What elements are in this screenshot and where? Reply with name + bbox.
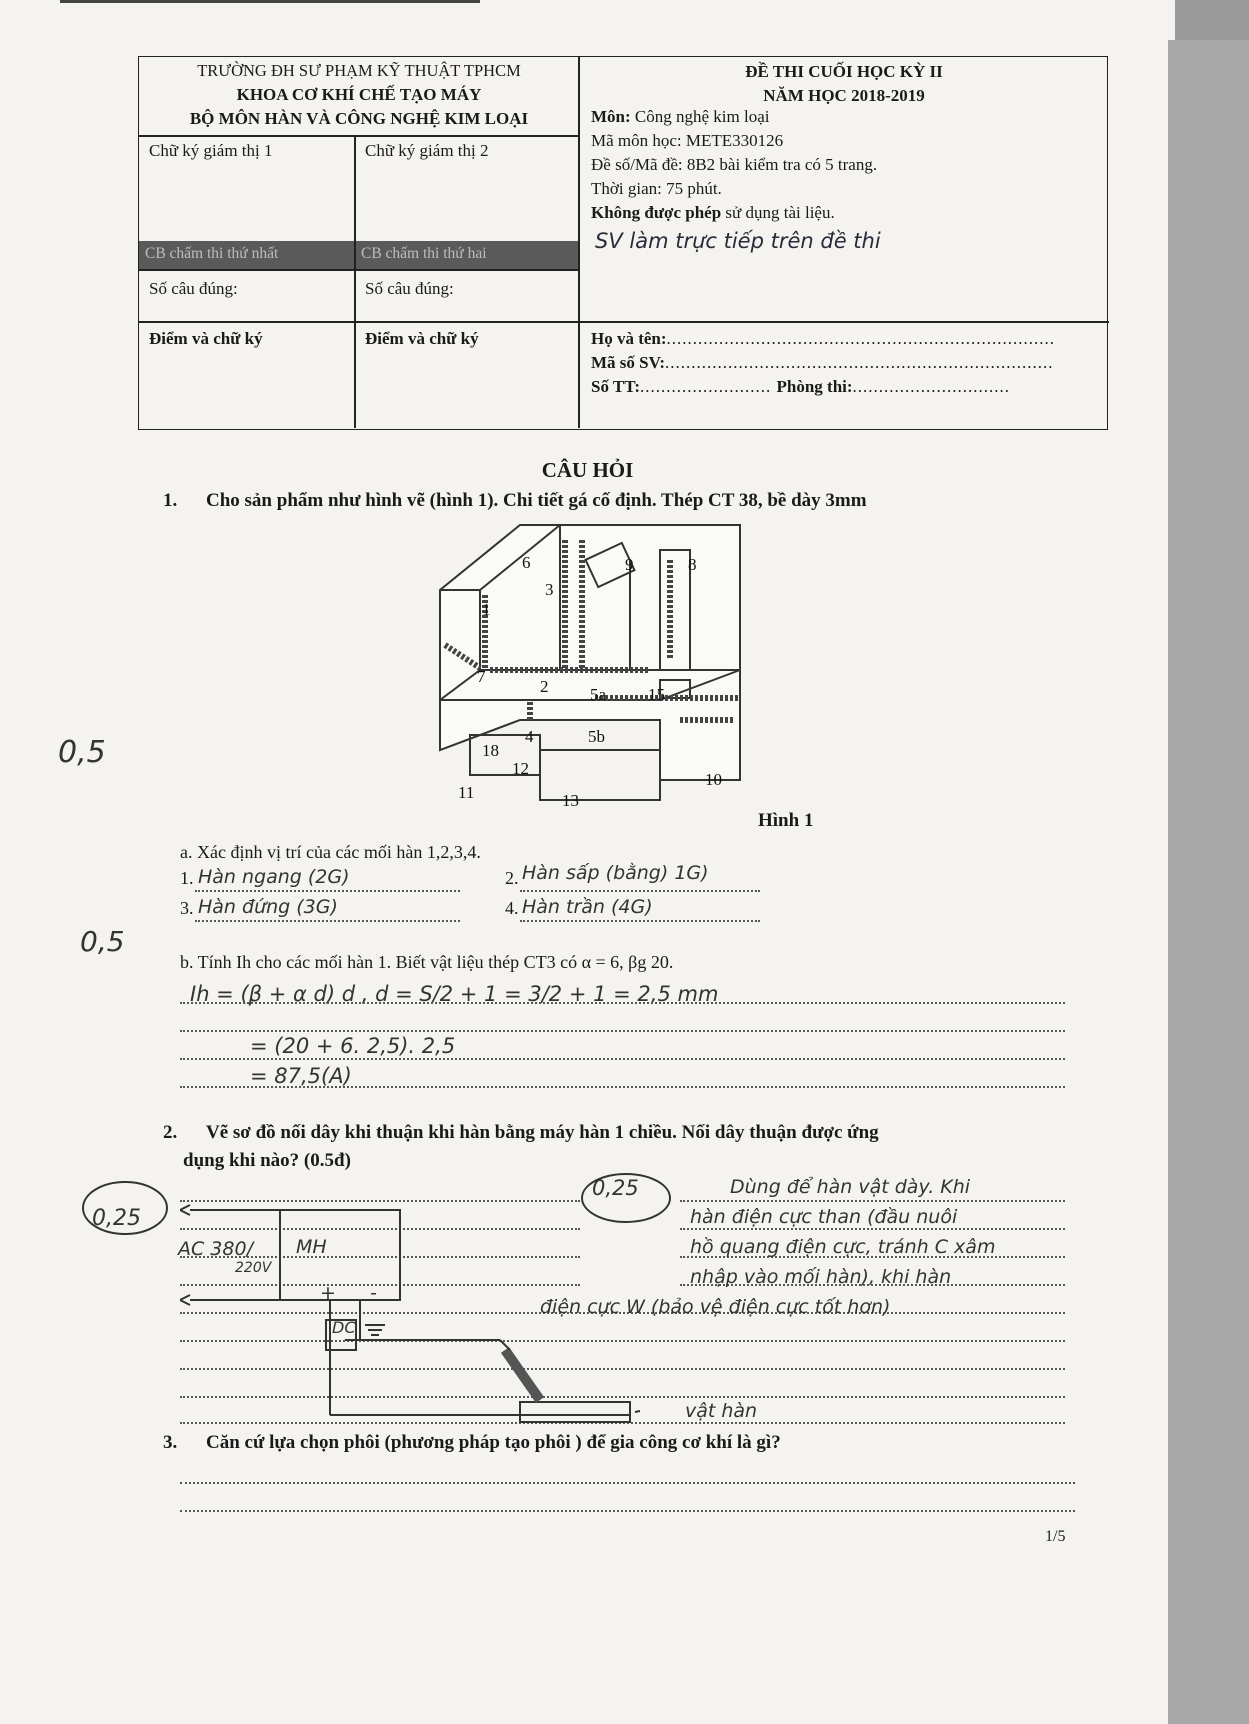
q3-number: 3. [163,1432,178,1453]
rule-bold: Không được phép [591,203,722,222]
score-a-mark: 0,5 [58,735,106,770]
q1b-line3: = 87,5(A) [250,1064,352,1088]
grader-row [139,241,578,269]
q2-score-left: 0,25 [92,1206,141,1231]
fig-label-3: 3 [545,580,554,599]
score-b-mark: 0,5 [80,925,125,958]
student-id-label: Mã số SV: [591,353,665,372]
grader2-label: CB chấm thi thứ hai [361,245,487,262]
q3-text: Căn cứ lựa chọn phôi (phương pháp tạo phôi ) để gia công cơ khí là gì? [206,1432,781,1453]
seq-label: Số TT: [591,377,640,396]
fig-label-9: 9 [625,555,634,574]
q1a-n2: 2. [505,868,519,888]
fig-label-11: 11 [458,783,475,802]
q2-answer-5: điện cực W (bảo vệ điện cực tốt hơn) [540,1296,891,1318]
section-title: CÂU HỎI [541,458,634,482]
top-rule [60,0,480,3]
correct2-label: Số câu đúng: [365,279,454,298]
score2-label: Điểm và chữ ký [365,329,479,348]
q2-number: 2. [163,1122,178,1143]
diagram-plus: + [320,1282,336,1304]
diagram-ac: AC 380/ [178,1238,253,1260]
q2-answer-2: hàn điện cực than (đầu nuôi [690,1206,958,1228]
q2-text1: Vẽ sơ đồ nối dây khi thuận khi hàn bằng máy hàn 1 chiều. Nối dây thuận được ứng [206,1122,879,1143]
q1a-n3: 3. [180,898,194,918]
invigilator2-label: Chữ ký giám thị 2 [365,141,489,160]
weld-figure [430,520,750,830]
diagram-mh: MH [296,1236,327,1258]
fig-label-12: 12 [512,759,529,778]
q1a-n1: 1. [180,868,194,888]
q1a-ans1: Hàn ngang (2G) [198,866,350,888]
handwritten-note: SV làm trực tiếp trên đề thi [595,229,881,253]
q1-text: Cho sản phẩm như hình vẽ (hình 1). Chi tiết gá cố định. Thép CT 38, bề dày 3mm [206,490,867,511]
rule-line [591,201,881,225]
department-name: BỘ MÔN HÀN VÀ CÔNG NGHỆ KIM LOẠI [189,109,529,128]
fig-label-5a: 5a [590,685,607,704]
paper-code: Đề số/Mã đề: 8B2 bài kiểm tra có 5 trang. [591,155,878,174]
diagram-minus: - [370,1282,377,1304]
score1-label: Điểm và chữ ký [149,329,263,348]
student-id-field[interactable]: Mã số SV:.......................................................................... [591,353,1054,372]
fig-label-4: 4 [525,727,534,746]
subject-value: Công nghệ kim loại [634,107,770,126]
q1-number: 1. [163,490,178,511]
fig-label-18: 18 [482,741,499,760]
header-table [138,56,1108,430]
exam-title-line2: NĂM HỌC 2018-2019 [763,86,925,105]
fig-label-15: 15 [648,685,665,704]
course-code: Mã môn học: METE330126 [591,131,784,150]
q1a-ans3: Hàn đứng (3G) [198,896,338,918]
fig-label-10: 10 [705,770,722,789]
q2-score-right: 0,25 [592,1176,639,1200]
correct1-label: Số câu đúng: [149,279,238,298]
fig-label-8: 8 [688,555,697,574]
school-name: TRƯỜNG ĐH SƯ PHẠM KỸ THUẬT TPHCM [197,61,521,80]
q2-answer-4: nhập vào mối hàn), khi hàn [690,1266,952,1288]
fig-label-5b: 5b [588,727,605,746]
fig-label-1: 1 [482,600,491,619]
school-block [139,59,579,131]
q1a-ans4: Hàn trần (4G) [522,896,653,918]
diagram-dc: DC [332,1318,356,1337]
seq-room-field[interactable]: Số TT:......................... Phòng thi:.............................. [591,377,1011,396]
grader1-label: CB chấm thi thứ nhất [145,245,279,262]
exam-info [591,105,881,253]
name-field[interactable]: Họ và tên:.......................................................................... [591,329,1056,348]
q1b-text: b. Tính Ih cho các mối hàn 1. Biết vật liệu thép CT3 có α = 6, βg 20. [180,952,674,972]
figure-caption: Hình 1 [758,810,814,831]
subject-label: Môn: [591,107,631,126]
q2-answer-3: hồ quang điện cực, tránh C xâm [690,1236,996,1258]
diagram-workpiece: vật hàn [685,1400,758,1422]
subject-line [591,105,881,129]
q1a-ans2: Hàn sấp (bằng) 1G) [522,862,709,884]
q1b-line1: Ih = (β + α d) d , d = S/2 + 1 = 3/2 + 1 = 2,5 mm [190,982,719,1006]
rule-rest: sử dụng tài liệu. [725,203,835,222]
exam-title [579,60,1109,108]
q1b-line2: = (20 + 6. 2,5). 2,5 [250,1034,456,1058]
q1a-n4: 4. [505,898,519,918]
fig-label-7: 7 [477,667,486,686]
q2-answer-1: Dùng để hàn vật dày. Khi [730,1176,971,1198]
faculty-name: KHOA CƠ KHÍ CHẾ TẠO MÁY [236,85,482,104]
exam-time: Thời gian: 75 phút. [591,179,722,198]
fig-label-2: 2 [540,677,549,696]
q1a-text: a. Xác định vị trí của các mối hàn 1,2,3,4. [180,842,481,862]
room-label: Phòng thi: [776,377,853,396]
fig-label-6: 6 [522,553,531,572]
invigilator1-label: Chữ ký giám thị 1 [149,141,273,160]
q2-text2: dụng khi nào? (0.5đ) [183,1150,351,1171]
page-number: 1/5 [1045,1528,1066,1545]
diagram-v: 220V [235,1260,272,1276]
scan-shadow [1168,40,1249,1724]
name-label: Họ và tên: [591,329,667,348]
fig-label-13: 13 [562,791,579,810]
exam-title-line1: ĐỀ THI CUỐI HỌC KỲ II [745,62,943,81]
